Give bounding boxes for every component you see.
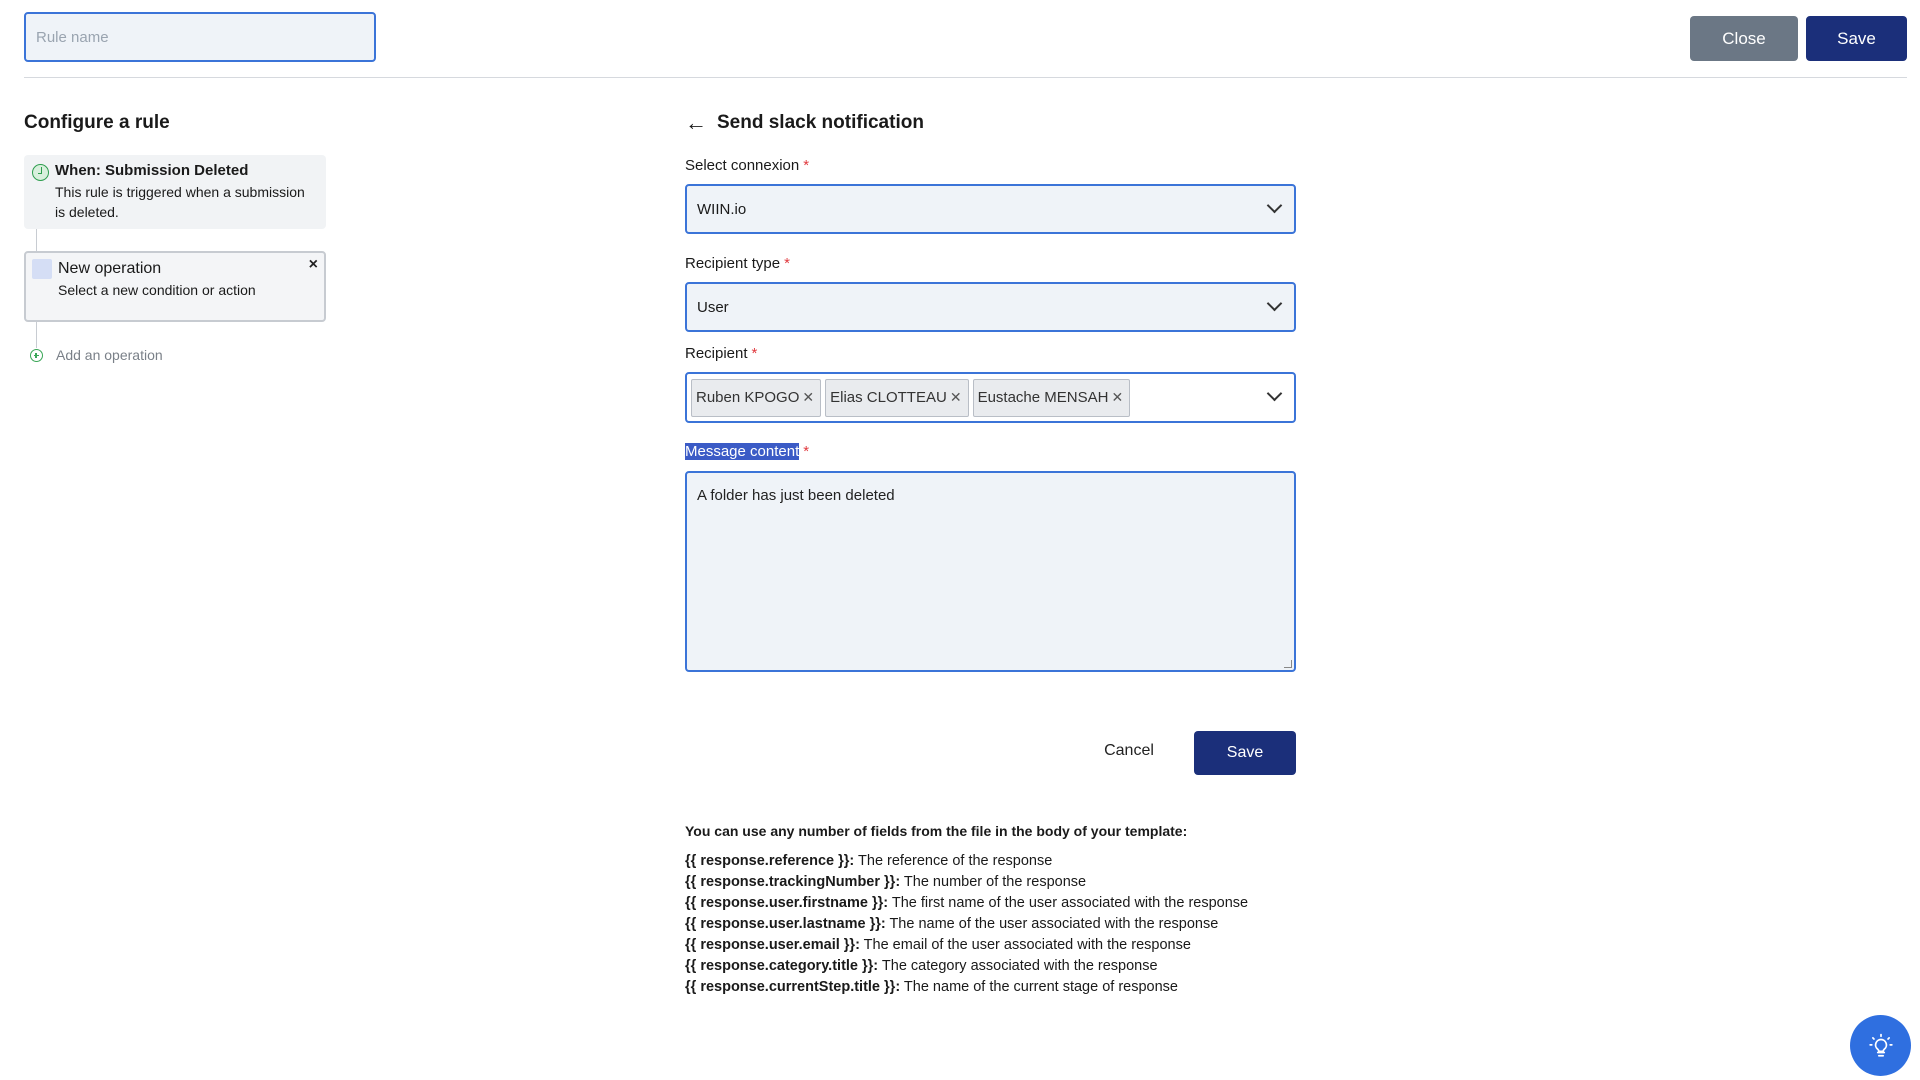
- operation-placeholder-icon: [32, 259, 52, 279]
- form-save-button[interactable]: Save: [1194, 731, 1296, 775]
- field-key: {{ response.reference }}:: [685, 853, 855, 869]
- field-key: {{ response.currentStep.title }}:: [685, 979, 901, 995]
- required-mark: *: [751, 345, 758, 362]
- field-key: {{ response.user.lastname }}:: [685, 916, 886, 932]
- field-description: The name of the user associated with the response: [885, 916, 1219, 932]
- message-content-label: [685, 443, 809, 460]
- recipient-type-select[interactable]: [685, 282, 1296, 332]
- field-description: The reference of the response: [854, 853, 1053, 869]
- chevron-down-icon: [1267, 198, 1283, 214]
- configure-rule-title: Configure a rule: [24, 112, 170, 133]
- header-bar: [0, 0, 1920, 78]
- recipient-label: [685, 345, 757, 362]
- check-circle-icon: [32, 164, 49, 181]
- connexion-label: [685, 157, 809, 174]
- required-mark: *: [784, 255, 790, 272]
- recipient-type-label: [685, 255, 790, 272]
- recipient-label-text: Recipient: [685, 345, 748, 362]
- message-content-textarea[interactable]: [685, 471, 1296, 672]
- connexion-label-text: Select connexion: [685, 157, 800, 174]
- field-key: {{ response.trackingNumber }}:: [685, 874, 901, 890]
- trigger-title: When: Submission Deleted: [55, 162, 249, 179]
- new-operation-card[interactable]: [24, 251, 326, 322]
- back-arrow-icon[interactable]: ←: [685, 110, 707, 135]
- form-title-text: Send slack notification: [717, 112, 924, 133]
- template-field-item: [685, 914, 1248, 935]
- form-title: [685, 112, 924, 134]
- field-key: {{ response.user.firstname }}:: [685, 895, 889, 911]
- field-description: The category associated with the response: [878, 958, 1158, 974]
- trigger-card[interactable]: [24, 155, 326, 229]
- recipient-tag: [825, 379, 968, 417]
- required-mark: *: [803, 157, 810, 174]
- help-fab-button[interactable]: [1850, 1015, 1911, 1076]
- message-content-value: A folder has just been deleted: [697, 487, 895, 504]
- recipient-tag-label: Ruben KPOGO: [696, 389, 800, 406]
- header-divider: [24, 77, 1907, 78]
- rule-name-input[interactable]: [24, 12, 376, 62]
- trigger-description: This rule is triggered when a submission is deleted.: [55, 184, 305, 220]
- field-key: {{ response.user.email }}:: [685, 937, 860, 953]
- connexion-select[interactable]: [685, 184, 1296, 234]
- template-field-item: [685, 872, 1248, 893]
- field-description: The number of the response: [900, 874, 1087, 890]
- connector-line: [36, 229, 37, 251]
- close-button[interactable]: Close: [1690, 16, 1798, 61]
- remove-tag-icon[interactable]: ✕: [1111, 389, 1124, 405]
- template-help-title: You can use any number of fields from the file in the body of your template:: [685, 823, 1188, 839]
- close-icon[interactable]: ×: [308, 256, 318, 273]
- connexion-value: WIIN.io: [697, 200, 747, 218]
- resize-handle-icon[interactable]: [1284, 660, 1292, 668]
- chevron-down-icon: [1267, 296, 1283, 312]
- add-operation-link[interactable]: Add an operation: [56, 347, 163, 363]
- add-circle-icon[interactable]: [30, 349, 43, 362]
- field-description: The first name of the user associated with the response: [888, 895, 1249, 911]
- remove-tag-icon[interactable]: ✕: [802, 389, 815, 405]
- template-field-item: [685, 935, 1248, 956]
- message-content-label-text: Message content: [685, 443, 800, 460]
- operation-title: New operation: [58, 260, 162, 277]
- recipient-type-value: User: [697, 298, 729, 316]
- remove-tag-icon[interactable]: ✕: [949, 389, 962, 405]
- required-mark: *: [803, 443, 810, 460]
- recipient-tag-label: Elias CLOTTEAU: [830, 389, 947, 406]
- template-field-item: [685, 977, 1248, 998]
- operation-description: Select a new condition or action: [58, 282, 256, 298]
- field-description: The email of the user associated with the response: [859, 937, 1191, 953]
- recipient-type-label-text: Recipient type: [685, 255, 781, 272]
- template-field-item: [685, 893, 1248, 914]
- field-description: The name of the current stage of response: [900, 979, 1178, 995]
- template-fields-list: [685, 851, 1248, 998]
- save-button[interactable]: Save: [1806, 16, 1907, 61]
- connector-line: [36, 322, 37, 348]
- cancel-button[interactable]: Cancel: [1094, 731, 1164, 771]
- template-field-item: [685, 851, 1248, 872]
- recipient-tag: [973, 379, 1131, 417]
- template-field-item: [685, 956, 1248, 977]
- lightbulb-icon: [1868, 1033, 1894, 1059]
- recipient-tag-label: Eustache MENSAH: [977, 389, 1109, 406]
- field-key: {{ response.category.title }}:: [685, 958, 879, 974]
- recipient-tag: [691, 379, 821, 417]
- chevron-down-icon: [1267, 386, 1283, 402]
- recipient-multiselect[interactable]: [685, 372, 1296, 423]
